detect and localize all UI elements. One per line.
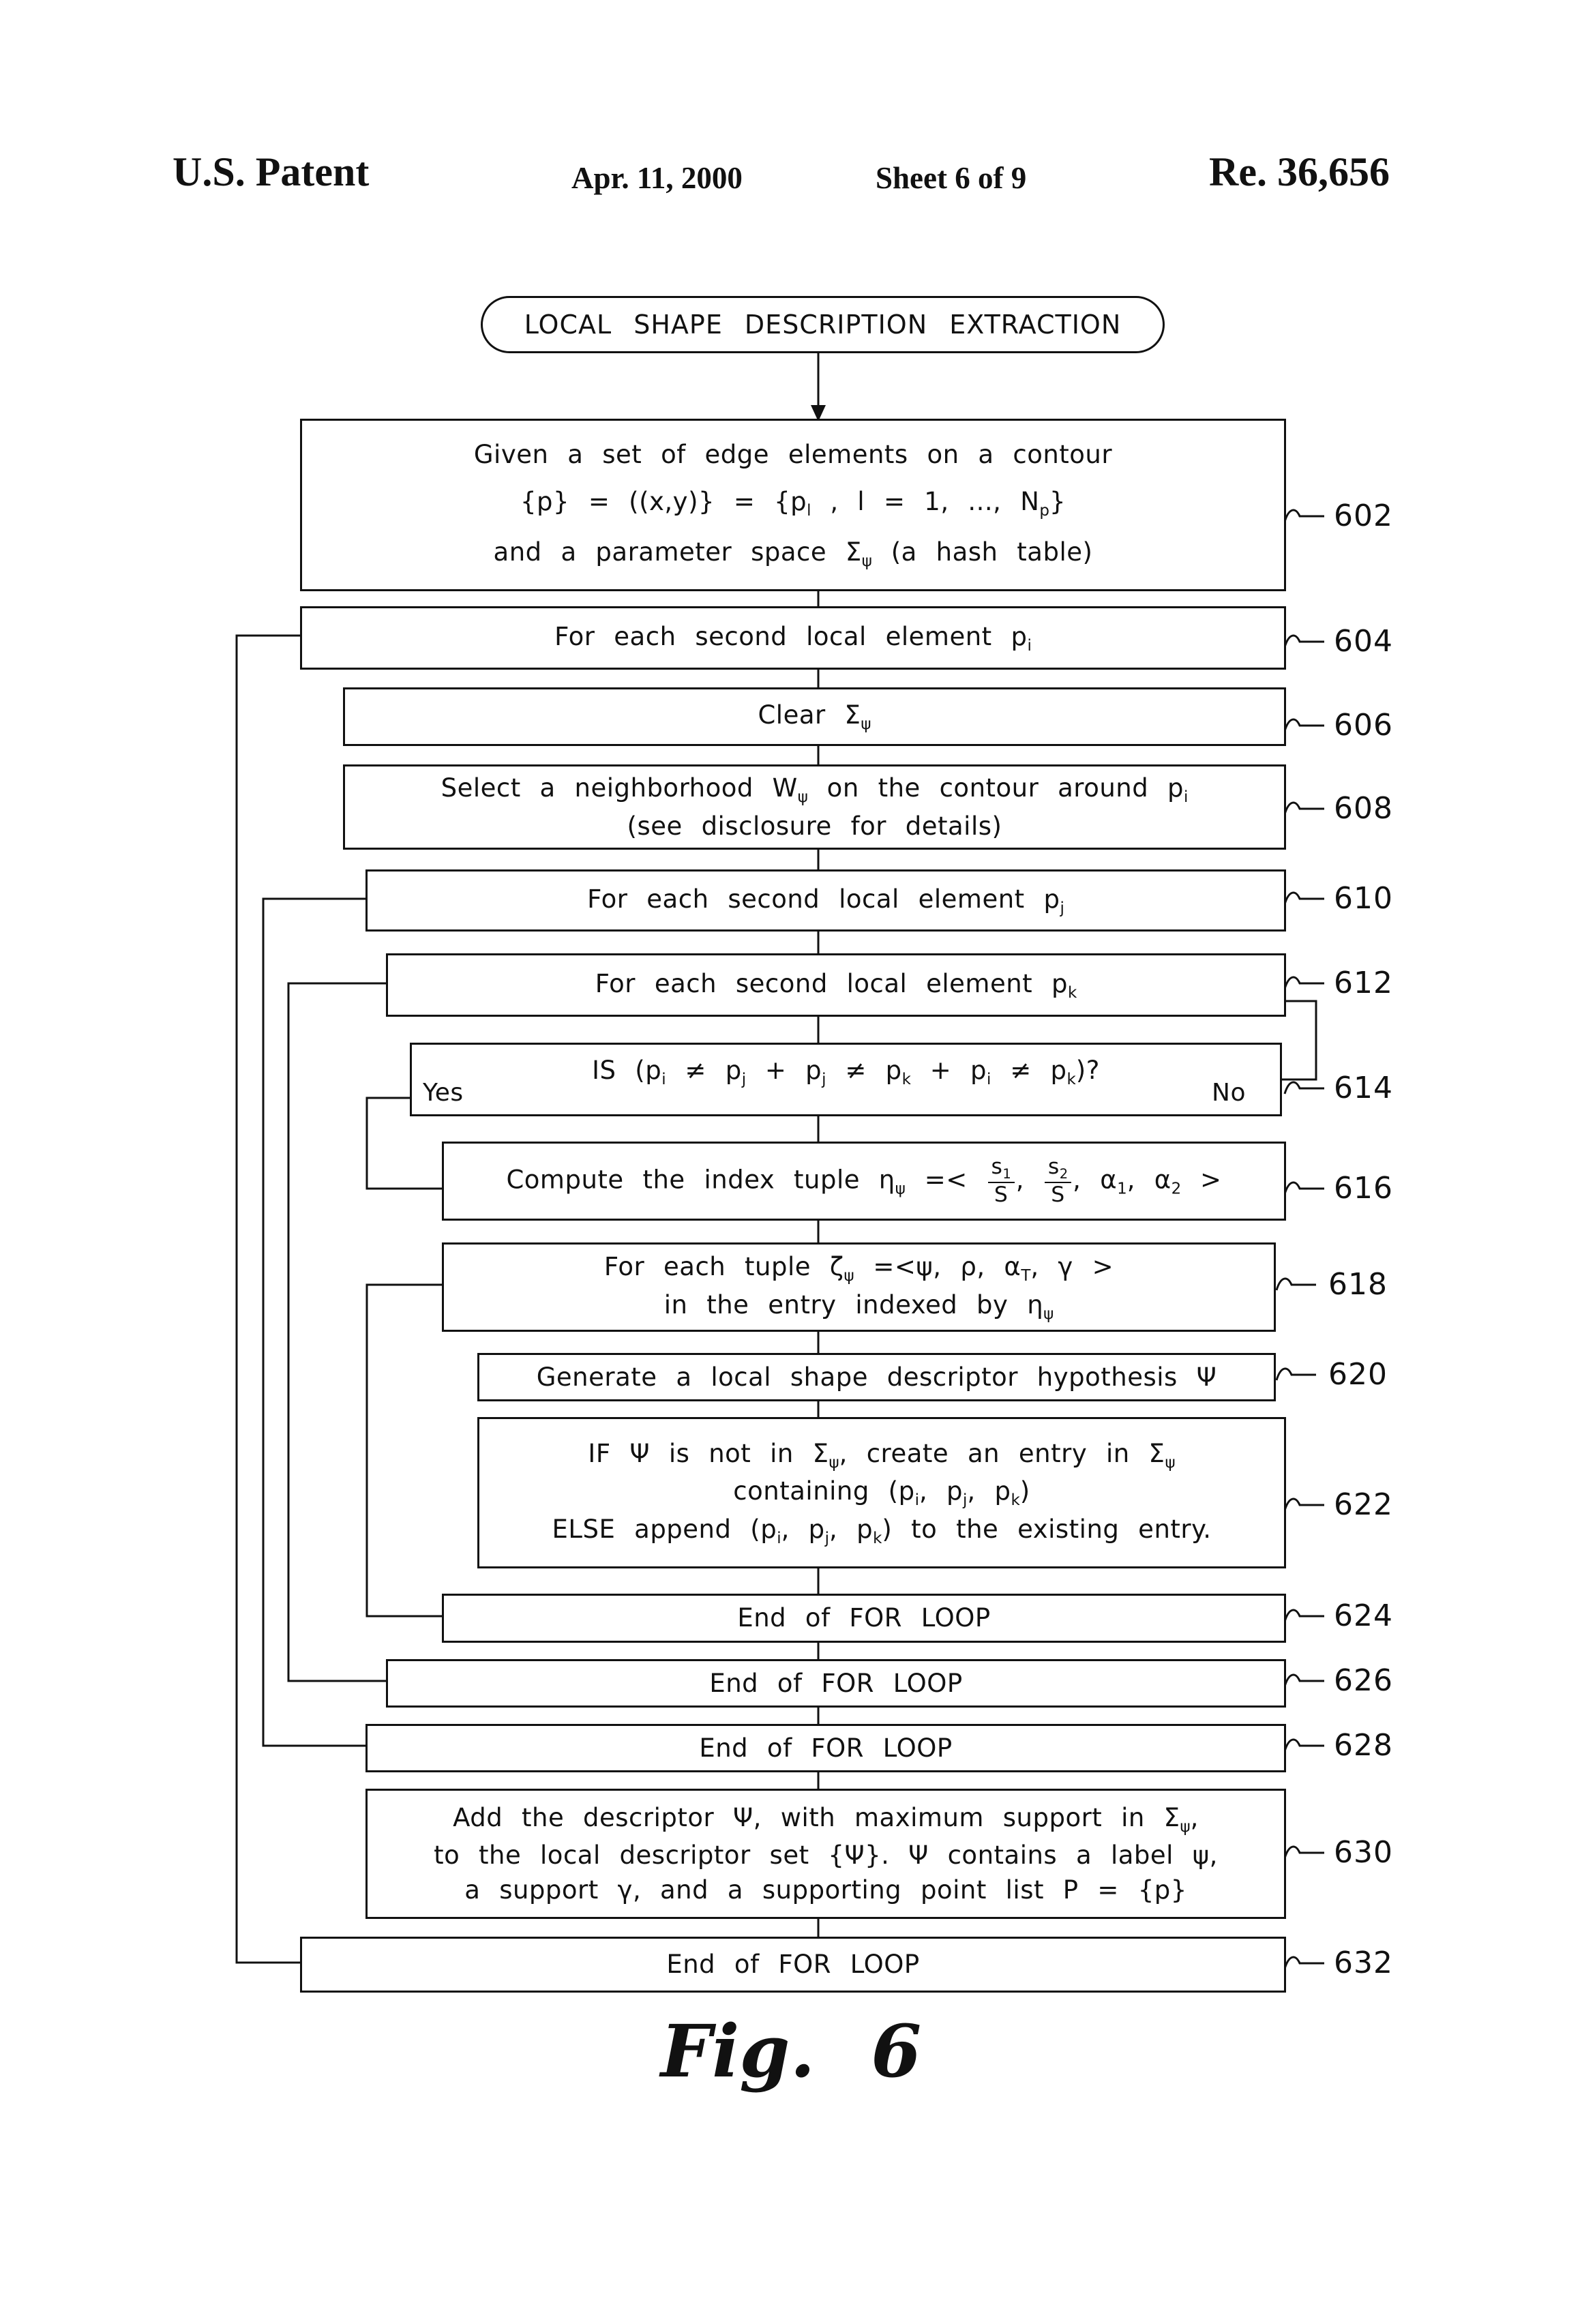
patent-header-title: U.S. Patent [173,149,370,194]
flow-start-label: LOCAL SHAPE DESCRIPTION EXTRACTION [524,310,1122,340]
flow-box-604 [300,606,1286,670]
flow-box-620 [477,1353,1276,1401]
box-606-line-1: Clear $\Sigma_\psi$ [758,700,871,734]
box-618-line-1: For each tuple $\zeta_\psi =<\psi$, ρ, $\alpha_T$, γ > [603,1251,1114,1285]
ref-label-616: 616 [1334,1171,1393,1206]
box-622-line-3: ELSE append ($p_i$, $p_j$, $p_k$) to the existing entry. [552,1514,1212,1547]
box-620-line-1: Generate a local shape descriptor hypothesis Ψ [536,1362,1217,1392]
flow-box-608 [343,764,1286,850]
box-608-line-2: (see disclosure for details) [627,811,1002,841]
box-614-condition: IS $(p_i \ne p_j + p_j \ne p_k + p_i \ne p_k)$? [592,1056,1100,1089]
ref-label-630: 630 [1334,1835,1393,1870]
box-612-line-1: For each second local element $p_k$ [595,968,1077,1002]
flow-box-618 [442,1242,1276,1332]
box-630-line-2: to the local descriptor set {Ψ}. Ψ contains a label ψ, [434,1841,1218,1871]
box-632-line-1: End of FOR LOOP [666,1950,920,1980]
ref-label-628: 628 [1334,1728,1393,1763]
no-branch-label: No [1212,1079,1246,1107]
flow-start-terminal [481,296,1165,353]
yes-branch-label: Yes [423,1079,464,1107]
flow-box-612 [386,953,1286,1017]
box-622-line-2: containing ($p_i$, $p_j$, $p_k$) [733,1476,1030,1510]
figure-caption: Fig. 6 [660,2008,922,2094]
patent-header-date: Apr. 11, 2000 [571,161,743,195]
flow-box-616 [442,1142,1286,1221]
box-602-line-1: Given a set of edge elements on a contour [473,440,1113,470]
box-630-line-3: a support γ, and a supporting point list P = {p} [464,1875,1187,1905]
box-630-line-1: Add the descriptor Ψ, with maximum support in $\Sigma_\psi$, [453,1802,1199,1836]
ref-label-626: 626 [1334,1663,1393,1698]
ref-label-602: 602 [1334,498,1393,533]
box-608-line-1: Select a neighborhood $W_\psi$ on the contour around $p_i$ [441,773,1189,807]
ref-label-622: 622 [1334,1487,1393,1522]
flow-box-628 [365,1724,1286,1772]
box-624-line-1: End of FOR LOOP [737,1603,991,1633]
flow-box-624 [442,1594,1286,1643]
flow-box-602 [300,419,1286,591]
box-628-line-1: End of FOR LOOP [699,1733,953,1763]
ref-label-620: 620 [1328,1357,1388,1392]
box-604-line-1: For each second local element $p_i$ [554,621,1032,655]
box-626-line-1: End of FOR LOOP [709,1668,963,1698]
box-602-line-2: $\{p\} = ((x,y)\} = \{p_l$ , l = 1, ..., $N_p$} [520,487,1066,520]
box-602-line-3: and a parameter space $\Sigma_\psi$ (a hash table) [493,537,1093,571]
ref-label-612: 612 [1334,966,1393,1000]
box-610-line-1: For each second local element $p_j$ [587,884,1064,917]
ref-label-608: 608 [1334,791,1393,826]
box-622-line-1: IF Ψ is not in $\Sigma_\psi$, create an entry in $\Sigma_\psi$ [588,1438,1176,1472]
flow-box-610 [365,869,1286,932]
ref-label-606: 606 [1334,708,1393,743]
flow-box-606 [343,687,1286,746]
patent-header-sheet: Sheet 6 of 9 [876,161,1027,195]
ref-label-624: 624 [1334,1598,1393,1633]
flow-box-622 [477,1417,1286,1568]
flow-box-626 [386,1659,1286,1708]
ref-label-610: 610 [1334,881,1393,916]
flow-box-614-decision [410,1043,1282,1116]
box-618-line-2: in the entry indexed by $\eta_\psi$ [663,1290,1054,1323]
ref-label-618: 618 [1328,1267,1388,1302]
flow-box-630 [365,1789,1286,1919]
ref-label-604: 604 [1334,624,1393,659]
box-616-line-1: Compute the index tuple $\eta_\psi$ =< $\frac{s_1}{S}$ , $\frac{s_2}{S}$ , $\alpha_1$, $\alpha_2$ > [506,1154,1222,1208]
patent-header-number: Re. 36,656 [1209,149,1390,194]
flow-box-632 [300,1937,1286,1993]
ref-label-632: 632 [1334,1946,1393,1980]
ref-label-614: 614 [1334,1071,1393,1105]
